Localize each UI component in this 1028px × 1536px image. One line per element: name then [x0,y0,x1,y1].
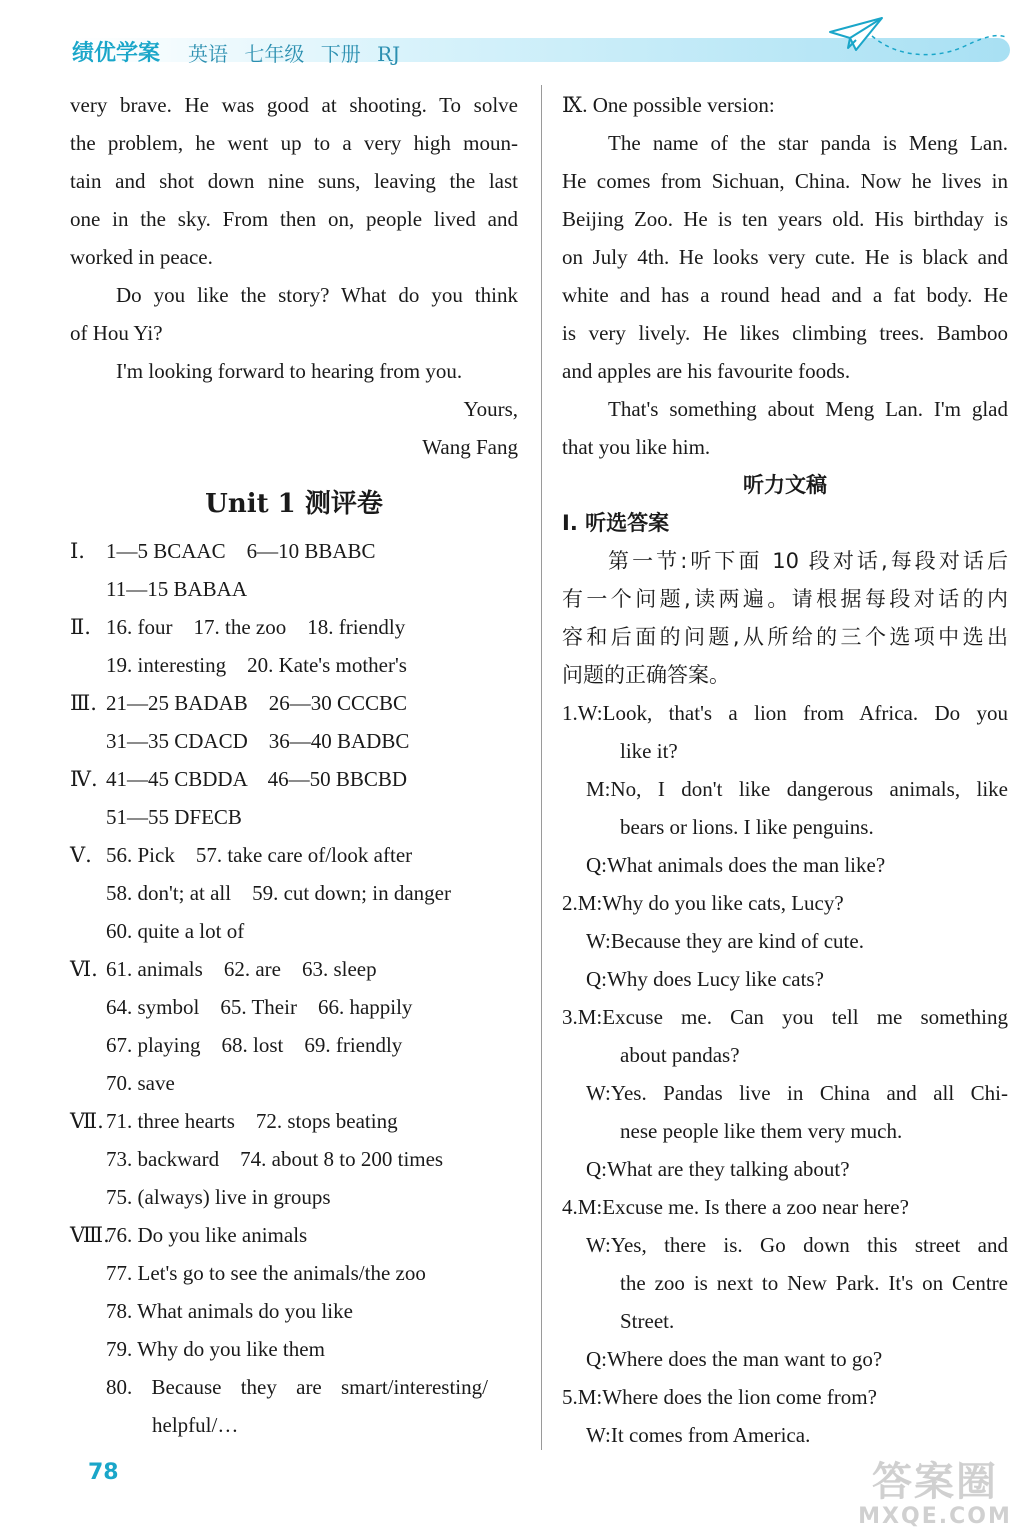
essay-line: He comes from Sichuan, China. Now he lives in [562,169,1008,193]
unit-title: Unit 1 测评卷 [205,489,383,519]
essay-line: The name of the star panda is Meng Lan. [608,131,1008,155]
dialogue-line [562,1416,1008,1454]
answer-row: 79. Why do you like them [106,1337,325,1361]
answer-row: 80. Because they are smart/interesting/ [106,1375,488,1399]
instruction-line: 问题的正确答案。 [562,663,730,687]
letter-closing: Yours, [463,397,518,421]
answer-row: 77. Let's go to see the animals/the zoo [106,1261,426,1285]
dialogue-text: Why do you like cats, Lucy? [602,891,844,915]
dialogue-text: Excuse me. Is there a zoo near here? [602,1195,909,1219]
speaker-label: Q: [586,853,607,877]
speaker-label: W: [586,1423,611,1447]
section-ix-heading: Ⅸ. One possible version: [562,93,775,117]
speaker-label: M: [577,891,603,915]
dialogue-number: 3. [562,1005,578,1029]
essay-line: That's something about Meng Lan. I'm glad [608,397,1008,421]
essay-line: on July 4th. He looks very cute. He is black and [562,245,1008,269]
brand-logo: 绩优学案 [72,41,161,66]
speaker-label: M: [577,1385,603,1409]
instruction-line: 第一节:听下面 10 段对话,每段对话后 [608,549,1008,573]
speaker-label: M: [586,777,611,801]
answer-row: 58. don't; at all 59. cut down; in danger [106,881,451,905]
dialogue-line [562,1378,1008,1416]
story-line: worked in peace. [70,245,213,269]
dialogue-number: 2. [562,891,578,915]
dialogue-text: nese people like them very much. [620,1119,903,1143]
dialogue-text: bears or lions. I like penguins. [620,815,874,839]
dialogue-text: about pandas? [620,1043,740,1067]
answer-row: Ⅶ. 71. three hearts 72. stops beating [70,1109,398,1133]
speaker-label: W: [577,701,603,725]
instruction-line: 容和后面的问题,从所给的三个选项中选出 [562,625,1008,649]
dialogue-text: the zoo is next to New Park. It's on Centre [620,1271,1008,1295]
speaker-label: Q: [586,967,607,991]
watermark-bottom: MXQE.COM [858,1504,1012,1529]
dialogue-number: 4. [562,1195,578,1219]
dialogue-line [562,922,1008,960]
answer-row: Ⅱ. 16. four 17. the zoo 18. friendly [70,615,406,639]
answer-row: Ⅳ. 41—45 CBDDA 46—50 BBCBD [70,767,408,791]
letter-signature: Wang Fang [422,435,518,459]
dialogue-line-continued [562,1302,1008,1340]
answer-row: Ⅰ. 1—5 BCAAC 6—10 BBABC [70,539,376,563]
dialogue-number: 5. [562,1385,578,1409]
letter-line: of Hou Yi? [70,321,163,345]
flight-path-icon [870,30,1010,60]
speaker-label: Q: [586,1157,607,1181]
answer-row: 51—55 DFECB [106,805,242,829]
page-header [0,0,1028,70]
dialogue-line [562,1340,1008,1378]
speaker-label: M: [577,1005,603,1029]
essay-line: and apples are his favourite foods. [562,359,851,383]
letter-line: Do you like the story? What do you think [116,283,518,307]
dialogue-line [562,770,1008,808]
watermark-logo [850,1460,1020,1532]
answer-row: 60. quite a lot of [106,919,245,943]
dialogue-line-continued [562,1112,1008,1150]
dialogue-number: 1. [562,701,578,725]
dialogue-line [562,1074,1008,1112]
dialogue-line-continued [562,1264,1008,1302]
dialogue-text: like it? [620,739,678,763]
header-volume: 下册 [320,42,361,66]
dialogue-text: Excuse me. Can you tell me something [602,1005,1008,1029]
answer-row: Ⅷ. 76. Do you like animals [70,1223,308,1247]
dialogue-text: What animals does the man like? [607,853,886,877]
answer-row: 19. interesting 20. Kate's mother's [106,653,407,677]
dialogue-line [562,998,1008,1036]
dialogue-text: Yes, there is. Go down this street and [610,1233,1008,1257]
dialogue-text: Where does the man want to go? [607,1347,883,1371]
answer-row: 64. symbol 65. Their 66. happily [106,995,413,1019]
answer-row: 31—35 CDACD 36—40 BADBC [106,729,410,753]
page-number: 78 [88,1460,119,1485]
dialogue-line-continued [562,1036,1008,1074]
answer-row: 70. save [106,1071,175,1095]
answer-row: 67. playing 68. lost 69. friendly [106,1033,403,1057]
dialogue-line-continued [562,732,1008,770]
dialogue-line [562,884,1008,922]
header-grade: 七年级 [244,42,305,66]
dialogue-text: Yes. Pandas live in China and all Chi- [610,1081,1008,1105]
column-divider [541,85,542,1450]
story-line: the problem, he went up to a very high moun- [70,131,518,155]
dialogue-line [562,1188,1008,1226]
essay-line: that you like him. [562,435,711,459]
header-meta [188,38,400,67]
instruction-line: 有一个问题,读两遍。请根据每段对话的内 [562,587,1008,611]
dialogue-list [562,694,1008,1454]
speaker-label: W: [586,1233,611,1257]
dialogue-text: Where does the lion come from? [602,1385,877,1409]
left-column [70,86,518,1444]
dialogue-text: Why does Lucy like cats? [607,967,824,991]
dialogue-line [562,694,1008,732]
right-column [562,86,1008,1454]
dialogue-text: Street. [620,1309,675,1333]
dialogue-line [562,846,1008,884]
letter-line: I'm looking forward to hearing from you. [116,359,463,383]
answer-row: Ⅲ. 21—25 BADAB 26—30 CCCBC [70,691,408,715]
header-subject: 英语 [188,42,228,66]
watermark-top: 答案圈 [872,1459,998,1505]
dialogue-text: What are they talking about? [607,1157,850,1181]
dialogue-text: Because they are kind of cute. [610,929,864,953]
answer-row: 75. (always) live in groups [106,1185,331,1209]
dialogue-line [562,960,1008,998]
speaker-label: Q: [586,1347,607,1371]
story-line: tain and shot down nine suns, leaving the last [70,169,518,193]
dialogue-line [562,1150,1008,1188]
header-edition: RJ [377,42,401,66]
answer-row: helpful/… [152,1413,239,1437]
answer-row: Ⅵ. 61. animals 62. are 63. sleep [70,957,377,981]
story-line: one in the sky. From then on, people lived and [70,207,518,231]
answer-row: 78. What animals do you like [106,1299,353,1323]
speaker-label: W: [586,929,611,953]
dialogue-text: It comes from America. [610,1423,811,1447]
speaker-label: W: [586,1081,611,1105]
speaker-label: M: [577,1195,603,1219]
answer-row: Ⅴ. 56. Pick 57. take care of/look after [70,843,413,867]
answer-key [70,532,518,1444]
answer-row: 11—15 BABAA [106,577,247,601]
dialogue-text: No, I don't like dangerous animals, like [610,777,1008,801]
story-line: very brave. He was good at shooting. To solve [70,93,518,117]
dialogue-text: Look, that's a lion from Africa. Do you [602,701,1008,725]
section-1-title: Ⅰ. 听选答案 [562,511,670,535]
listening-title: 听力文稿 [743,473,827,497]
dialogue-line [562,1226,1008,1264]
dialogue-line-continued [562,808,1008,846]
answer-row: 73. backward 74. about 8 to 200 times [106,1147,444,1171]
essay-line: is very lively. He likes climbing trees. Bamboo [562,321,1008,345]
essay-line: white and has a round head and a fat body. He [562,283,1008,307]
essay-line: Beijing Zoo. He is ten years old. His birthday is [562,207,1008,231]
